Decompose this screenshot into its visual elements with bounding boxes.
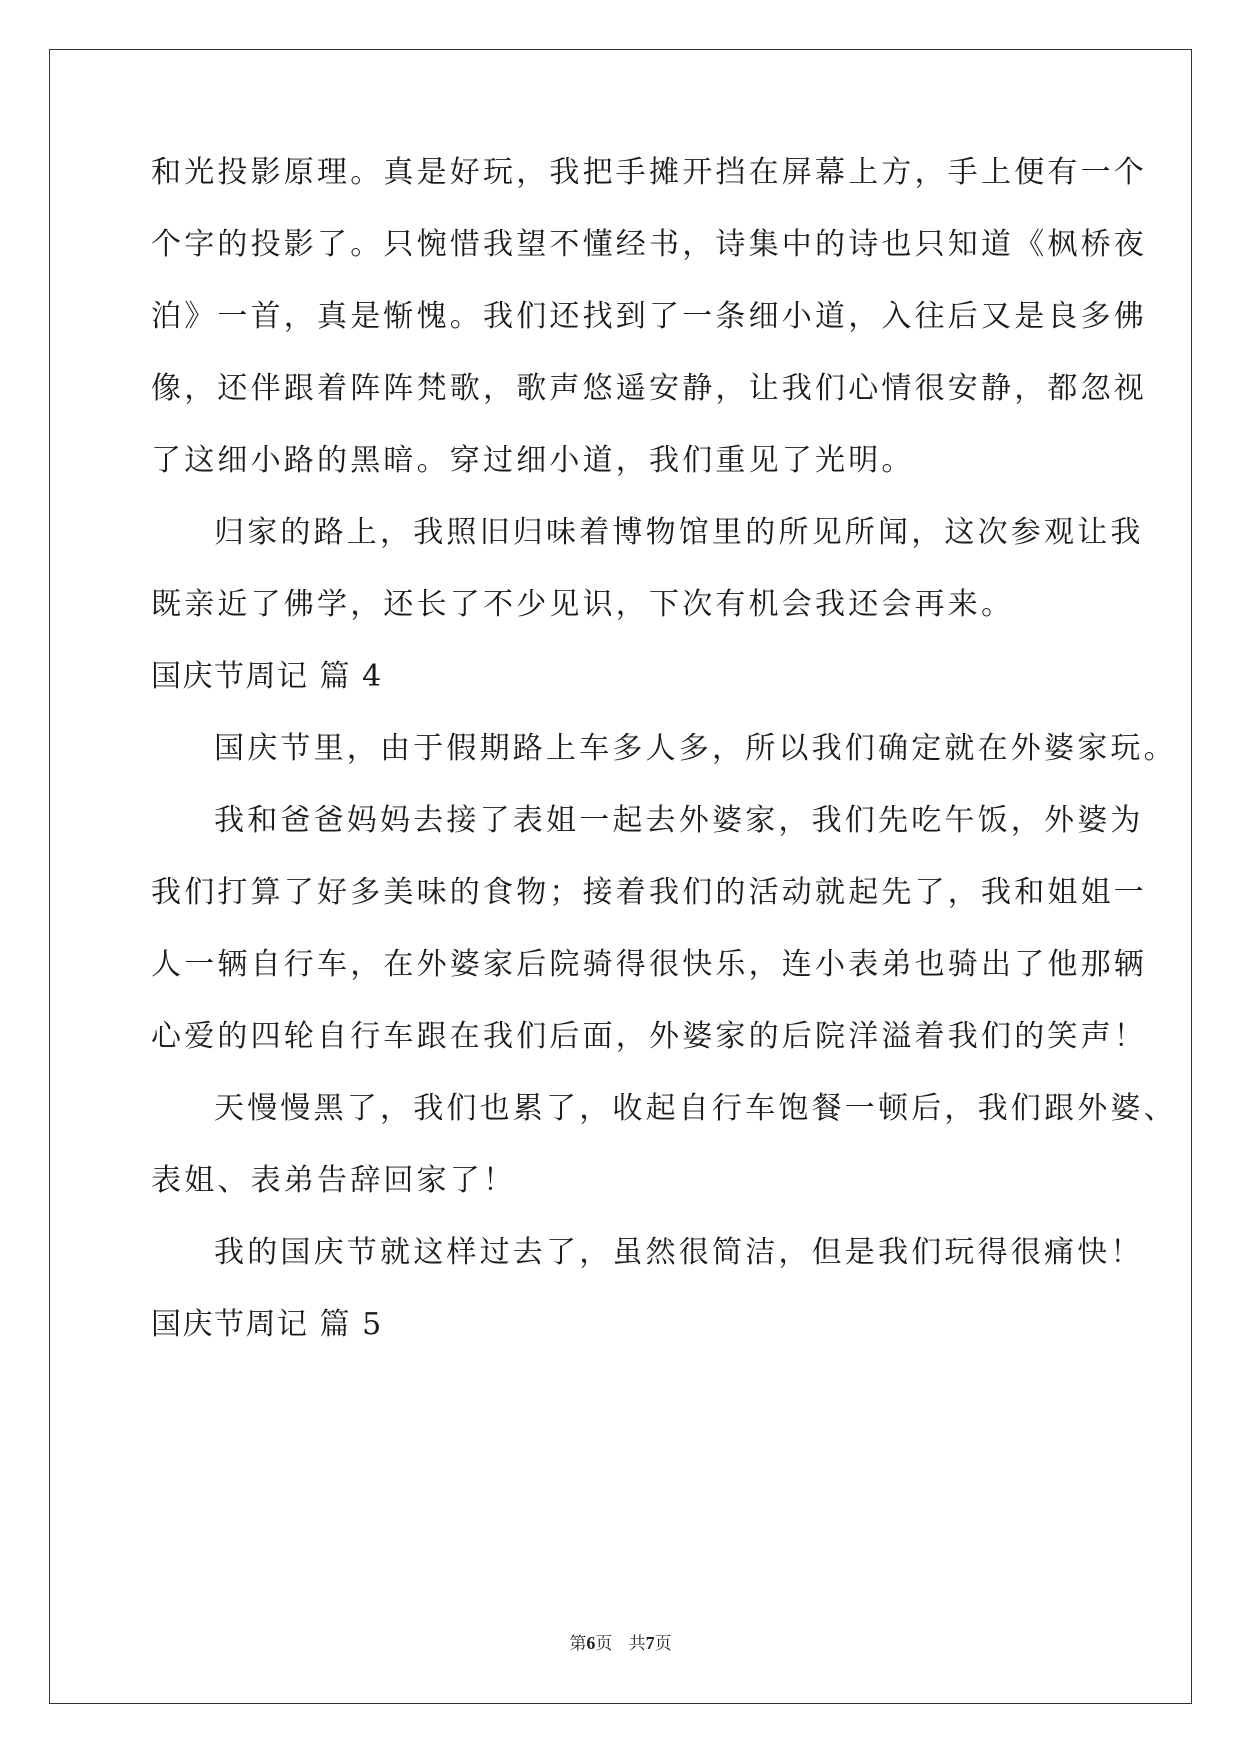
- section-heading: 国庆节周记 篇 5: [151, 1307, 383, 1342]
- page-total-suffix: 页: [654, 1634, 672, 1654]
- paragraph-line: 国庆节里，由于假期路上车多人多，所以我们确定就在外婆家玩。: [214, 731, 1177, 766]
- page-footer: [0, 1633, 1241, 1654]
- paragraph-line: 心爱的四轮自行车跟在我们后面，外婆家的后院洋溢着我们的笑声！: [151, 1019, 1147, 1054]
- page-number-suffix: 页: [595, 1634, 613, 1654]
- paragraph-line: 了这细小路的黑暗。穿过细小道，我们重见了光明。: [151, 443, 915, 478]
- paragraph-line: 我的国庆节就这样过去了，虽然很简洁，但是我们玩得很痛快！: [214, 1235, 1144, 1270]
- paragraph-line: 像，还伴跟着阵阵梵歌，歌声悠遥安静，让我们心情很安静，都忽视: [151, 371, 1147, 406]
- paragraph-line: 归家的路上，我照旧归味着博物馆里的所见所闻，这次参观让我: [214, 515, 1144, 550]
- document-body: [151, 155, 1177, 1382]
- page-total-prefix: 共: [628, 1634, 646, 1654]
- paragraph-line: 我和爸爸妈妈去接了表姐一起去外婆家，我们先吃午饭，外婆为: [214, 803, 1144, 838]
- paragraph-line: 泊》一首，真是惭愧。我们还找到了一条细小道，入往后又是良多佛: [151, 299, 1147, 334]
- page-number-current: 6: [586, 1633, 596, 1653]
- page-number-prefix: 第: [569, 1634, 587, 1654]
- paragraph-line: 我们打算了好多美味的食物；接着我们的活动就起先了，我和姐姐一: [151, 875, 1147, 910]
- page-number-total: 7: [645, 1633, 655, 1653]
- paragraph-line: 人一辆自行车，在外婆家后院骑得很快乐，连小表弟也骑出了他那辆: [151, 947, 1147, 982]
- paragraph-line: 和光投影原理。真是好玩，我把手摊开挡在屏幕上方，手上便有一个: [151, 155, 1147, 190]
- section-heading: 国庆节周记 篇 4: [151, 659, 383, 694]
- paragraph-line: 天慢慢黑了，我们也累了，收起自行车饱餐一顿后，我们跟外婆、: [214, 1091, 1177, 1126]
- paragraph-line: 表姐、表弟告辞回家了！: [151, 1163, 517, 1198]
- paragraph-line: 既亲近了佛学，还长了不少见识，下次有机会我还会再来。: [151, 587, 1015, 622]
- paragraph-line: 个字的投影了。只惋惜我望不懂经书，诗集中的诗也只知道《枫桥夜: [151, 227, 1147, 262]
